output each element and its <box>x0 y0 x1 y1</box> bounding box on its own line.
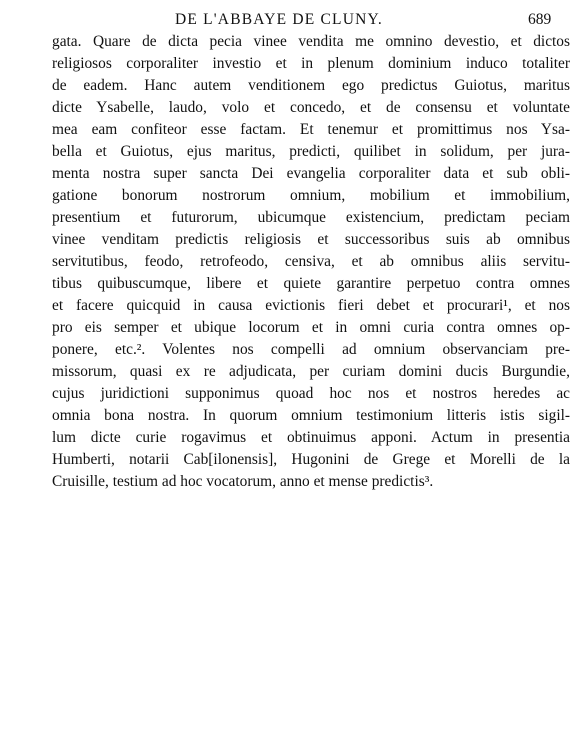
body-line: gata. Quare de dicta pecia vinee vendita me omnino devestio, et dictos <box>52 33 570 50</box>
body-line: missorum, quasi ex re adjudicata, per curiam domini ducis Burgundie, <box>52 363 570 380</box>
body-line: presentium et futurorum, ubicumque existencium, predictam peciam <box>52 209 570 226</box>
body-line: gatione bonorum nostrorum omnium, mobilium et immobilium, <box>52 187 570 204</box>
page-number: 689 <box>528 11 552 28</box>
body-line: mea eam confiteor esse factam. Et tenemur et promittimus nos Ysa- <box>52 121 570 138</box>
body-line: bella et Guiotus, ejus maritus, predicti, quilibet in solidum, per jura- <box>52 143 570 160</box>
body-line: servitutibus, feodo, retrofeodo, censiva, et ab omnibus aliis servitu- <box>52 253 570 270</box>
running-title: DE L'ABBAYE DE CLUNY. <box>175 11 383 28</box>
body-line: religiosos corporaliter investio et in plenum dominium induco totaliter <box>52 55 570 72</box>
body-line: menta nostra super sancta Dei evangelia corporaliter data et sub obli- <box>52 165 570 182</box>
body-line: ponere, etc.². Volentes nos compelli ad omnium observanciam pre- <box>52 341 570 358</box>
body-line: tibus quibuscumque, libere et quiete garantire perpetuo contra omnes <box>52 275 570 292</box>
body-line: pro eis semper et ubique locorum et in omni curia contra omnes op- <box>52 319 570 336</box>
body-line: de eadem. Hanc autem venditionem ego predictus Guiotus, maritus <box>52 77 570 94</box>
body-line: cujus juridictioni supponimus quoad hoc nos et nostros heredes ac <box>52 385 570 402</box>
body-line: dicte Ysabelle, laudo, volo et concedo, et de consensu et voluntate <box>52 99 570 116</box>
body-line: Cruisille, testium ad hoc vocatorum, anno et mense predictis³. <box>52 473 434 490</box>
body-line: omnia bona nostra. In quorum omnium testimonium litteris istis sigil- <box>52 407 570 424</box>
body-line: Humberti, notarii Cab[ilonensis], Hugonini de Grege et Morelli de la <box>52 451 570 468</box>
body-line: vinee venditam predictis religiosis et successoribus suis ab omnibus <box>52 231 570 248</box>
body-line: lum dicte curie rogavimus et obtinuimus apponi. Actum in presentia <box>52 429 570 446</box>
body-line: et facere quicquid in causa evictionis fieri debet et procurari¹, et nos <box>52 297 570 314</box>
